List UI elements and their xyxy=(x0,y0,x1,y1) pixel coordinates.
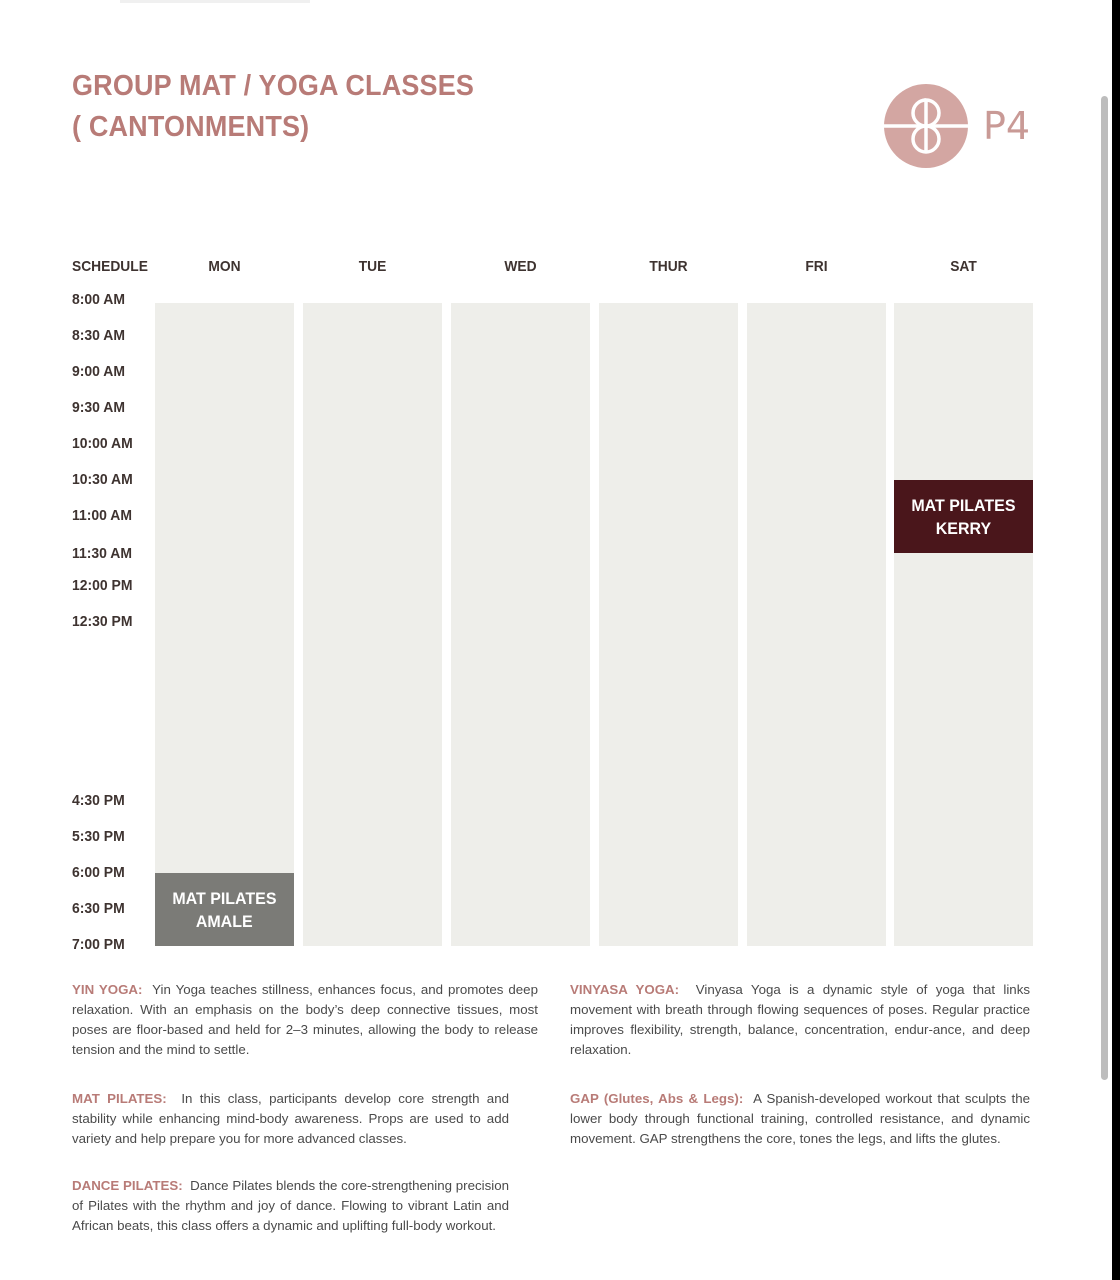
top-divider xyxy=(120,0,310,3)
class-instructor: KERRY xyxy=(935,518,992,538)
day-header-wed: WED xyxy=(504,258,537,275)
day-column-sat xyxy=(894,303,1033,946)
title-line-1: GROUP MAT / YOGA CLASSES xyxy=(72,70,475,102)
time-label: 5:30 PM xyxy=(72,828,125,845)
day-column-mon xyxy=(155,303,294,946)
desc-text: Vinyasa Yoga is a dynamic style of yoga that links movement with breath through flowing sequences of poses. Regular practice improves flexibility, strength, balance, concentration, endur-ance, and deep relaxation. xyxy=(570,982,1031,1057)
desc-text: A Spanish-developed workout that sculpts the lower body through functional training, controlled resistance, and dynamic movement. GAP strengthens the core, tones the legs, and lifts the glutes. xyxy=(570,1091,1031,1146)
day-column-wed xyxy=(451,303,590,946)
day-header-mon: MON xyxy=(208,258,241,275)
day-header-tue: TUE xyxy=(358,258,387,275)
desc-mat-pilates xyxy=(72,1089,509,1149)
class-instructor: AMALE xyxy=(196,911,253,931)
logo-text: P4 xyxy=(983,104,1031,148)
day-header-fri: FRI xyxy=(805,258,828,275)
desc-name: GAP (Glutes, Abs & Legs): xyxy=(570,1091,744,1106)
desc-gap xyxy=(570,1089,1030,1149)
time-label: 8:30 AM xyxy=(72,327,125,344)
time-label: 12:30 PM xyxy=(72,613,133,630)
desc-dance-pilates xyxy=(72,1176,509,1236)
time-label: 12:00 PM xyxy=(72,577,133,594)
desc-name: YIN YOGA: xyxy=(72,982,143,997)
time-label: 9:30 AM xyxy=(72,399,125,416)
time-label: 10:30 AM xyxy=(72,471,133,488)
p4-logo xyxy=(882,84,1032,172)
scrollbar[interactable] xyxy=(1101,96,1108,1080)
time-label: 7:00 PM xyxy=(72,936,125,953)
day-header-sat: SAT xyxy=(950,258,977,275)
page-title xyxy=(72,66,474,148)
time-label: 9:00 AM xyxy=(72,363,125,380)
time-label: 6:00 PM xyxy=(72,864,125,881)
time-label: 6:30 PM xyxy=(72,900,125,917)
day-column-fri xyxy=(747,303,886,946)
desc-text: In this class, participants develop core strength and stability while enhancing mind-body awareness. Props are used to add variety and help prepare you for more advanced classes. xyxy=(72,1091,509,1146)
time-label: 8:00 AM xyxy=(72,291,125,308)
title-line-2: ( CANTONMENTS) xyxy=(72,111,310,143)
desc-text: Dance Pilates blends the core-strengthening precision of Pilates with the rhythm and joy of dance. Flowing to vibrant Latin and African beats, this class offers a dynamic and uplifting full-body workout. xyxy=(72,1178,509,1233)
day-column-tue xyxy=(303,303,442,946)
class-block-mon-mat-pilates xyxy=(155,873,294,946)
desc-name: MAT PILATES: xyxy=(72,1091,167,1106)
desc-yin-yoga xyxy=(72,980,538,1060)
desc-name: VINYASA YOGA: xyxy=(570,982,680,997)
class-name: MAT PILATES xyxy=(911,495,1016,515)
desc-vinyasa-yoga xyxy=(570,980,1030,1060)
class-block-sat-mat-pilates xyxy=(894,480,1033,553)
day-header-thur: THUR xyxy=(649,258,688,275)
desc-text: Yin Yoga teaches stillness, enhances focus, and promotes deep relaxation. With an emphasis on the body’s deep connective tissues, most poses are floor-based and held for 2–3 minutes, allowing the body to release tension and the mind to settle. xyxy=(72,982,538,1057)
day-column-thur xyxy=(599,303,738,946)
class-name: MAT PILATES xyxy=(172,888,277,908)
time-label: 4:30 PM xyxy=(72,792,125,809)
desc-name: DANCE PILATES: xyxy=(72,1178,183,1193)
time-label: 11:00 AM xyxy=(72,507,132,524)
schedule-label: SCHEDULE xyxy=(72,258,148,275)
p4-logo-icon xyxy=(882,84,972,172)
time-label: 11:30 AM xyxy=(72,545,132,562)
time-label: 10:00 AM xyxy=(72,435,133,452)
